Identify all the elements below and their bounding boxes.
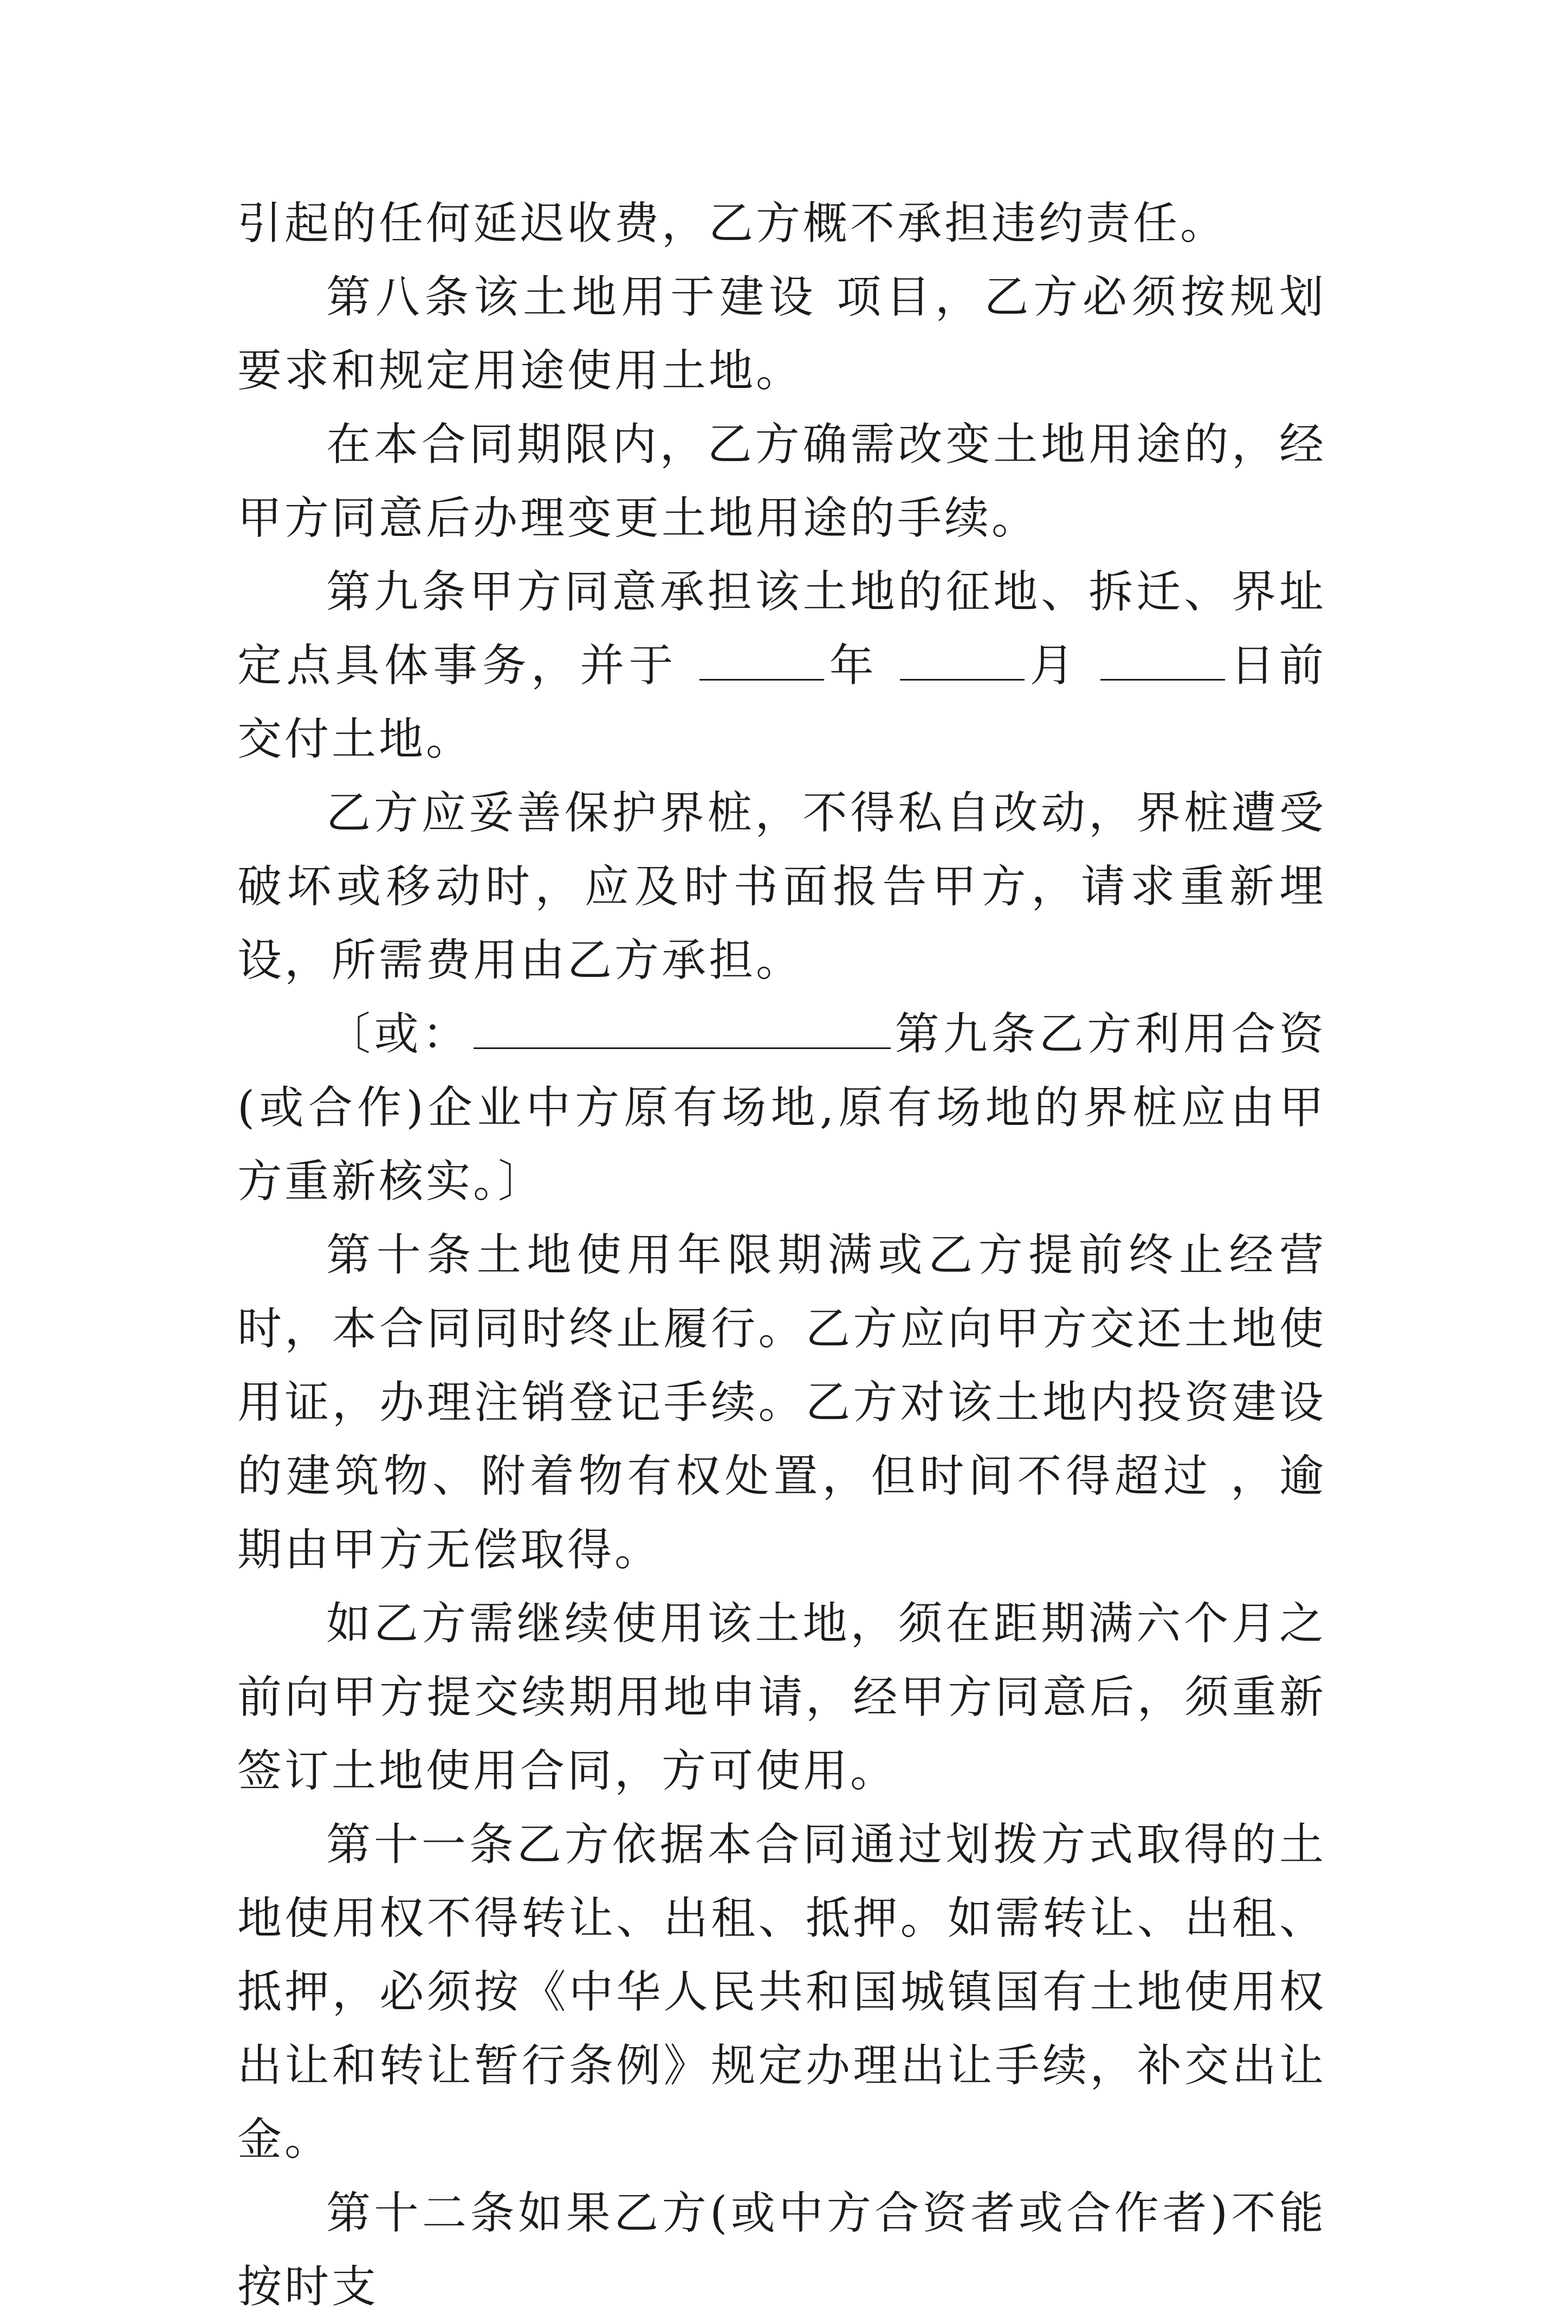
paragraph-article-8: 第八条该土地用于建设 项目，乙方必须按规划要求和规定用途使用土地。	[237, 271, 1326, 397]
day-blank	[1100, 641, 1225, 681]
paragraph-renewal: 如乙方需继续使用该土地，须在距期满六个月之前向甲方提交续期用地申请，经甲方同意后，须重新签订土地使用合同，方可使用。	[237, 1598, 1326, 1797]
alternative-text-part1: 〔或：	[326, 1008, 470, 1060]
alternative-blank	[474, 1009, 891, 1049]
year-blank	[699, 641, 824, 681]
article-9-text-part1: 第九条甲方同意承担该土地的征地、拆迁、界址定点具体事务，并于	[237, 566, 1326, 691]
paragraph-continuation: 引起的任何延迟收费，乙方概不承担违约责任。	[237, 198, 1228, 249]
document-body	[237, 187, 1326, 2324]
paragraph-article-9	[237, 555, 1326, 776]
month-blank	[900, 641, 1025, 681]
article-9-text-part3: 月	[1028, 640, 1098, 691]
paragraph-land-use-change: 在本合同期限内，乙方确需改变土地用途的，经甲方同意后办理变更土地用途的手续。	[237, 419, 1326, 544]
paragraph-article-11: 第十一条乙方依据本合同通过划拨方式取得的土地使用权不得转让、出租、抵押。如需转让、出租、抵押，必须按《中华人民共和国城镇国有土地使用权出让和转让暂行条例》规定办理出让手续，补交出让金。	[237, 1819, 1326, 2165]
paragraph-boundary-stakes: 乙方应妥善保护界桩，不得私自改动，界桩遭受破坏或移动时，应及时书面报告甲方，请求重新埋设，所需费用由乙方承担。	[237, 787, 1326, 986]
article-9-text-part4: 日前交付土地。	[237, 640, 1326, 765]
article-9-text-part2: 年	[827, 640, 897, 691]
paragraph-article-9-alternative	[237, 998, 1326, 1219]
paragraph-article-10: 第十条土地使用年限期满或乙方提前终止经营时，本合同同时终止履行。乙方应向甲方交还土地使用证，办理注销登记手续。乙方对该土地内投资建设的建筑物、附着物有权处置，但时间不得超过 ，逾期由甲方无偿取得。	[237, 1229, 1326, 1576]
paragraph-article-12: 第十二条如果乙方(或中方合资者或合作者)不能按时支	[237, 2187, 1326, 2313]
alternative-text-part2: 第九条乙方利用合资(或合作)企业中方原有场地,原有场地的界桩应由甲方重新核实。〕	[237, 1008, 1326, 1207]
